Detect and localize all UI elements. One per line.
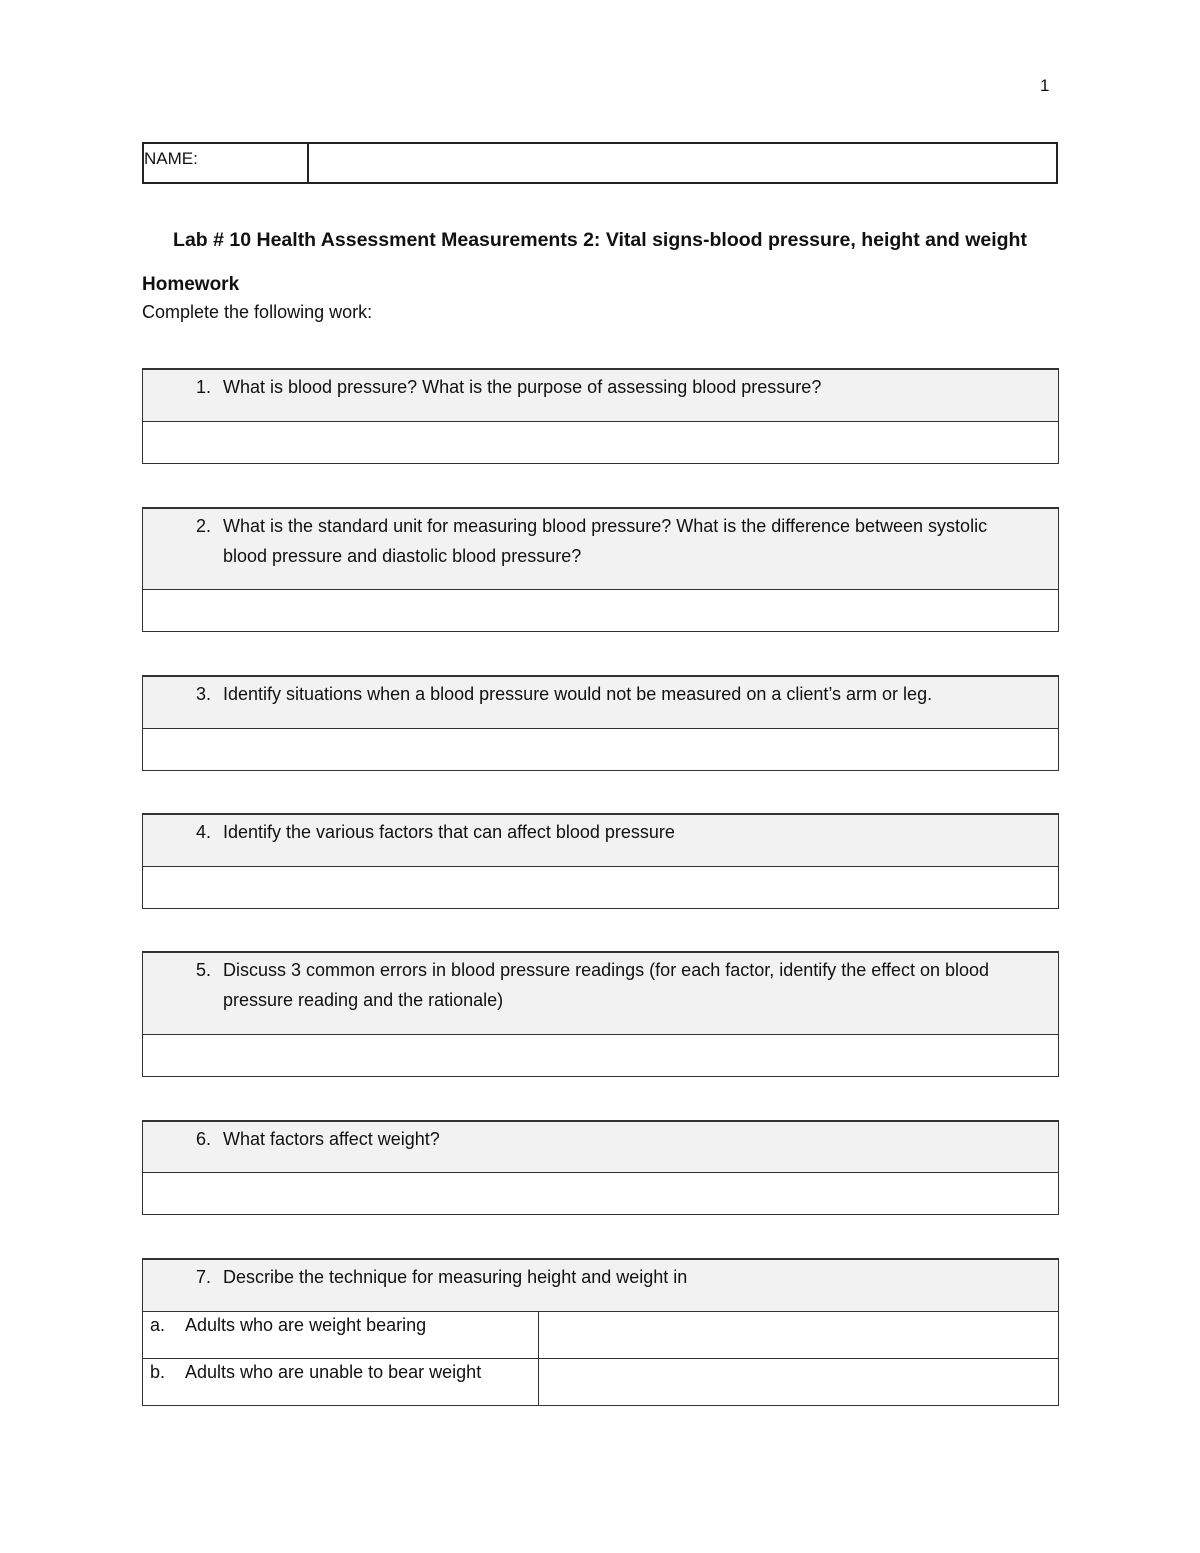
instructions: Complete the following work:	[142, 302, 373, 322]
sub-item-letter: a.	[150, 1315, 166, 1335]
answer-cell[interactable]	[143, 1173, 1058, 1214]
sub-item-answer-cell[interactable]	[539, 1359, 1058, 1405]
question-number: 6.	[195, 1129, 211, 1149]
question-number: 4.	[195, 822, 211, 842]
question-table-1	[142, 368, 1059, 464]
question-row	[143, 815, 1058, 867]
question-row	[143, 370, 1058, 422]
question-number: 1.	[195, 377, 211, 397]
question-number: 3.	[195, 684, 211, 704]
page-number: 1	[1040, 76, 1050, 95]
question-text: Discuss 3 common errors in blood pressure readings (for each factor, identify the effect on blood pressure reading and the rationale)	[223, 960, 990, 1010]
sub-item-text: Adults who are unable to bear weight	[185, 1362, 482, 1382]
question-table-4	[142, 813, 1059, 909]
question-row	[143, 1122, 1058, 1173]
name-table	[142, 142, 1058, 184]
question-row	[143, 953, 1058, 1035]
question-row	[143, 509, 1058, 590]
question-table-3	[142, 675, 1059, 771]
sub-item-label-cell	[143, 1359, 539, 1405]
sub-item-letter: b.	[150, 1362, 166, 1382]
answer-cell[interactable]	[143, 422, 1058, 463]
name-field[interactable]	[309, 144, 1056, 182]
answer-cell[interactable]	[143, 1035, 1058, 1076]
question-row	[143, 677, 1058, 729]
sub-item-label-cell	[143, 1312, 539, 1358]
question-table-5	[142, 951, 1059, 1077]
question-text: What is the standard unit for measuring blood pressure? What is the difference between systolic blood pressure and diastolic blood pressure?	[223, 516, 988, 566]
question-text: Describe the technique for measuring height and weight in	[223, 1267, 688, 1287]
sub-item-row	[143, 1358, 1058, 1405]
question-table-6	[142, 1120, 1059, 1215]
sub-item-answer-cell[interactable]	[539, 1312, 1058, 1358]
question-number: 5.	[195, 960, 211, 980]
document-title: Lab # 10 Health Assessment Measurements 2: Vital signs-blood pressure, height and weight	[173, 229, 1027, 251]
sub-item-row	[143, 1311, 1058, 1358]
question-text: Identify situations when a blood pressure would not be measured on a client’s arm or leg.	[223, 684, 933, 704]
question-text: What factors affect weight?	[223, 1129, 440, 1149]
answer-cell[interactable]	[143, 867, 1058, 908]
question-table-2	[142, 507, 1059, 632]
sub-item-text: Adults who are weight bearing	[185, 1315, 427, 1335]
question-text: What is blood pressure? What is the purpose of assessing blood pressure?	[223, 377, 822, 397]
answer-cell[interactable]	[143, 590, 1058, 631]
question-text: Identify the various factors that can affect blood pressure	[223, 822, 675, 842]
name-label: NAME:	[144, 144, 309, 182]
question-row	[143, 1260, 1058, 1311]
answer-cell[interactable]	[143, 729, 1058, 770]
question-table-7	[142, 1258, 1059, 1406]
question-number: 2.	[195, 516, 211, 536]
question-number: 7.	[195, 1267, 211, 1287]
section-heading: Homework	[142, 274, 240, 295]
